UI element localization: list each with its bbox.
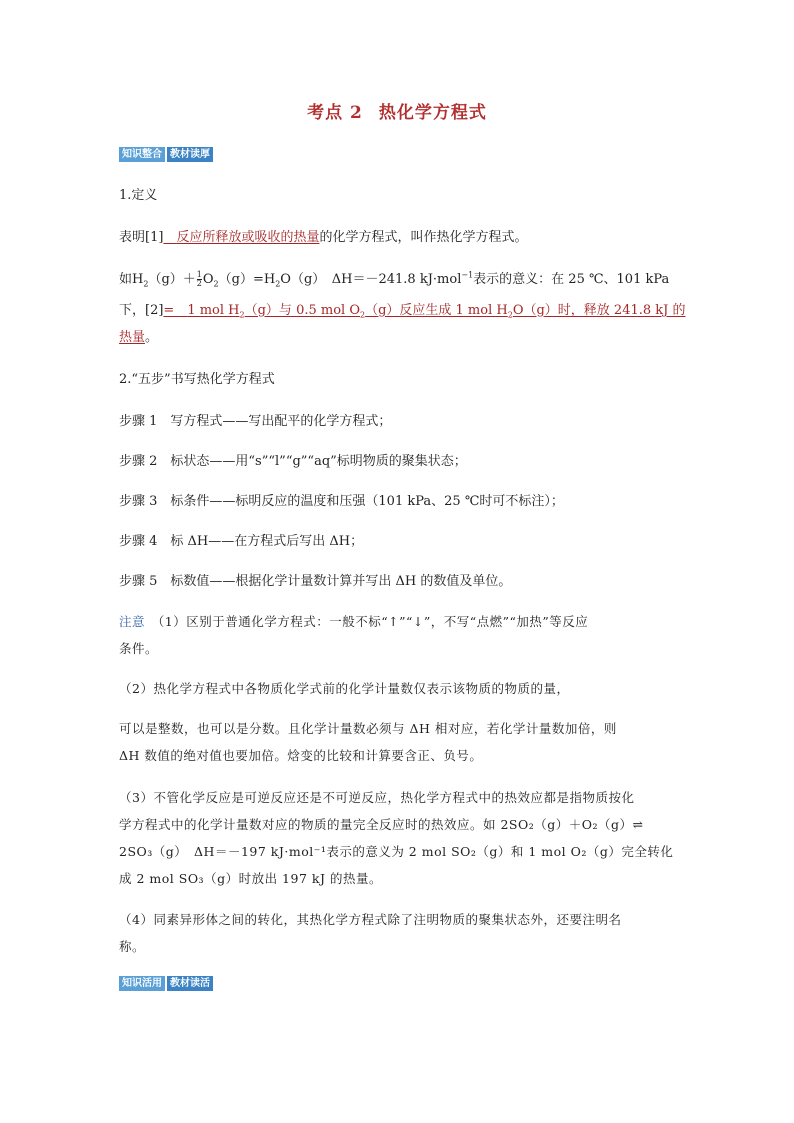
note-3-line-1: （3）不管化学反应是可逆反应还是不可逆反应，热化学方程式中的热效应都是指物质按化 [119, 790, 635, 805]
step-2: 步骤 2 标状态——用“s”“l”“g”“aq”标明物质的聚集状态； [119, 454, 467, 469]
note-label: 注意 [119, 614, 146, 629]
example-meaning-line: 下，[2]= 1 mol $H_2(g)$与 0.5 mol $O_2(g)$反应生成 1 mol $H_2O(g)$时，释放 241.8 kJ 的 [119, 303, 686, 320]
title-part2: 热化学方程式 [378, 103, 487, 123]
step-4: 步骤 4 标 ΔH——在方程式后写出 ΔH； [119, 534, 364, 549]
badge-label-left: 知识活用 [119, 976, 165, 991]
definition-line [119, 226, 527, 245]
note-2-line-2: 可以是整数，也可以是分数。且化学计量数必须与 ΔH 相对应，若化学计量数加倍，则 [119, 721, 617, 736]
page-title [0, 98, 794, 123]
note-3-line-4: 成 2 mol SO₃（g）时放出 197 kJ 的热量。 [119, 871, 382, 886]
note-4-line-1: （4）同素异形体之间的转化，其热化学方程式除了注明物质的聚集状态外，还要注明名 [119, 912, 622, 927]
fraction-half: $\frac{1}{2}$ [196, 270, 202, 288]
step-3: 步骤 3 标条件——标明反应的温度和压强（101 kPa、25 ℃时可不标注）； [119, 494, 564, 509]
definition-answer: 反应所释放或吸收的热量 [176, 230, 320, 245]
example-line: 如$H_2(g)+$ $\frac{1}{2}$ $O_2(g)=H_2O(g)$ ΔH＝－241.8 kJ·mol$^{-1}$表示的意义：在 25 ℃、101 kPa [119, 270, 670, 289]
knowledge-badge-top [119, 147, 213, 162]
step-1: 步骤 1 写方程式——写出配平的化学方程式； [119, 414, 392, 429]
section1-heading: 1.定义 [119, 188, 158, 203]
badge-label-right: 教材读厚 [167, 147, 213, 162]
note-1-line-1: 注意 （1）区别于普通化学方程式：一般不标“↑”“↓”，不写“点燃”“加热”等反应 [119, 614, 589, 629]
definition-prefix: 表明[1] [119, 230, 164, 245]
example-meaning-line-2: 热量。 [119, 330, 159, 345]
knowledge-badge-bottom [119, 976, 213, 991]
note-1-line-2: 条件。 [119, 641, 159, 656]
step-5: 步骤 5 标数值——根据化学计量数计算并写出 ΔH 的数值及单位。 [119, 574, 512, 589]
note-2-line-1: （2）热化学方程式中各物质化学式前的化学计量数仅表示该物质的物质的量， [119, 681, 570, 696]
title-part1: 考点 2 [307, 103, 363, 123]
meaning-answer: = 1 mol $H_2(g)$与 0.5 mol $O_2(g)$反应生成 1 mol $H_2O(g)$时，释放 241.8 kJ 的 [163, 303, 686, 320]
badge-label-right: 教材读活 [167, 976, 213, 991]
definition-suffix: 的化学方程式，叫作热化学方程式。 [319, 230, 528, 245]
note-3-line-3: 2SO₃（g） ΔH＝－197 kJ·mol⁻¹表示的意义为 2 mol SO₂（g）和 1 mol O₂（g）完全转化 [119, 844, 674, 859]
note-4-line-2: 称。 [119, 939, 146, 954]
badge-label-left: 知识整合 [119, 147, 165, 162]
note-3-line-2: 学方程式中的化学计量数对应的物质的量完全反应时的热效应。如 2SO₂（g）＋O₂（g）⇌ [119, 817, 644, 832]
note-2-line-3: ΔH 数值的绝对值也要加倍。焓变的比较和计算要含正、负号。 [119, 748, 483, 763]
section2-heading: 2.“五步”书写热化学方程式 [119, 372, 275, 387]
